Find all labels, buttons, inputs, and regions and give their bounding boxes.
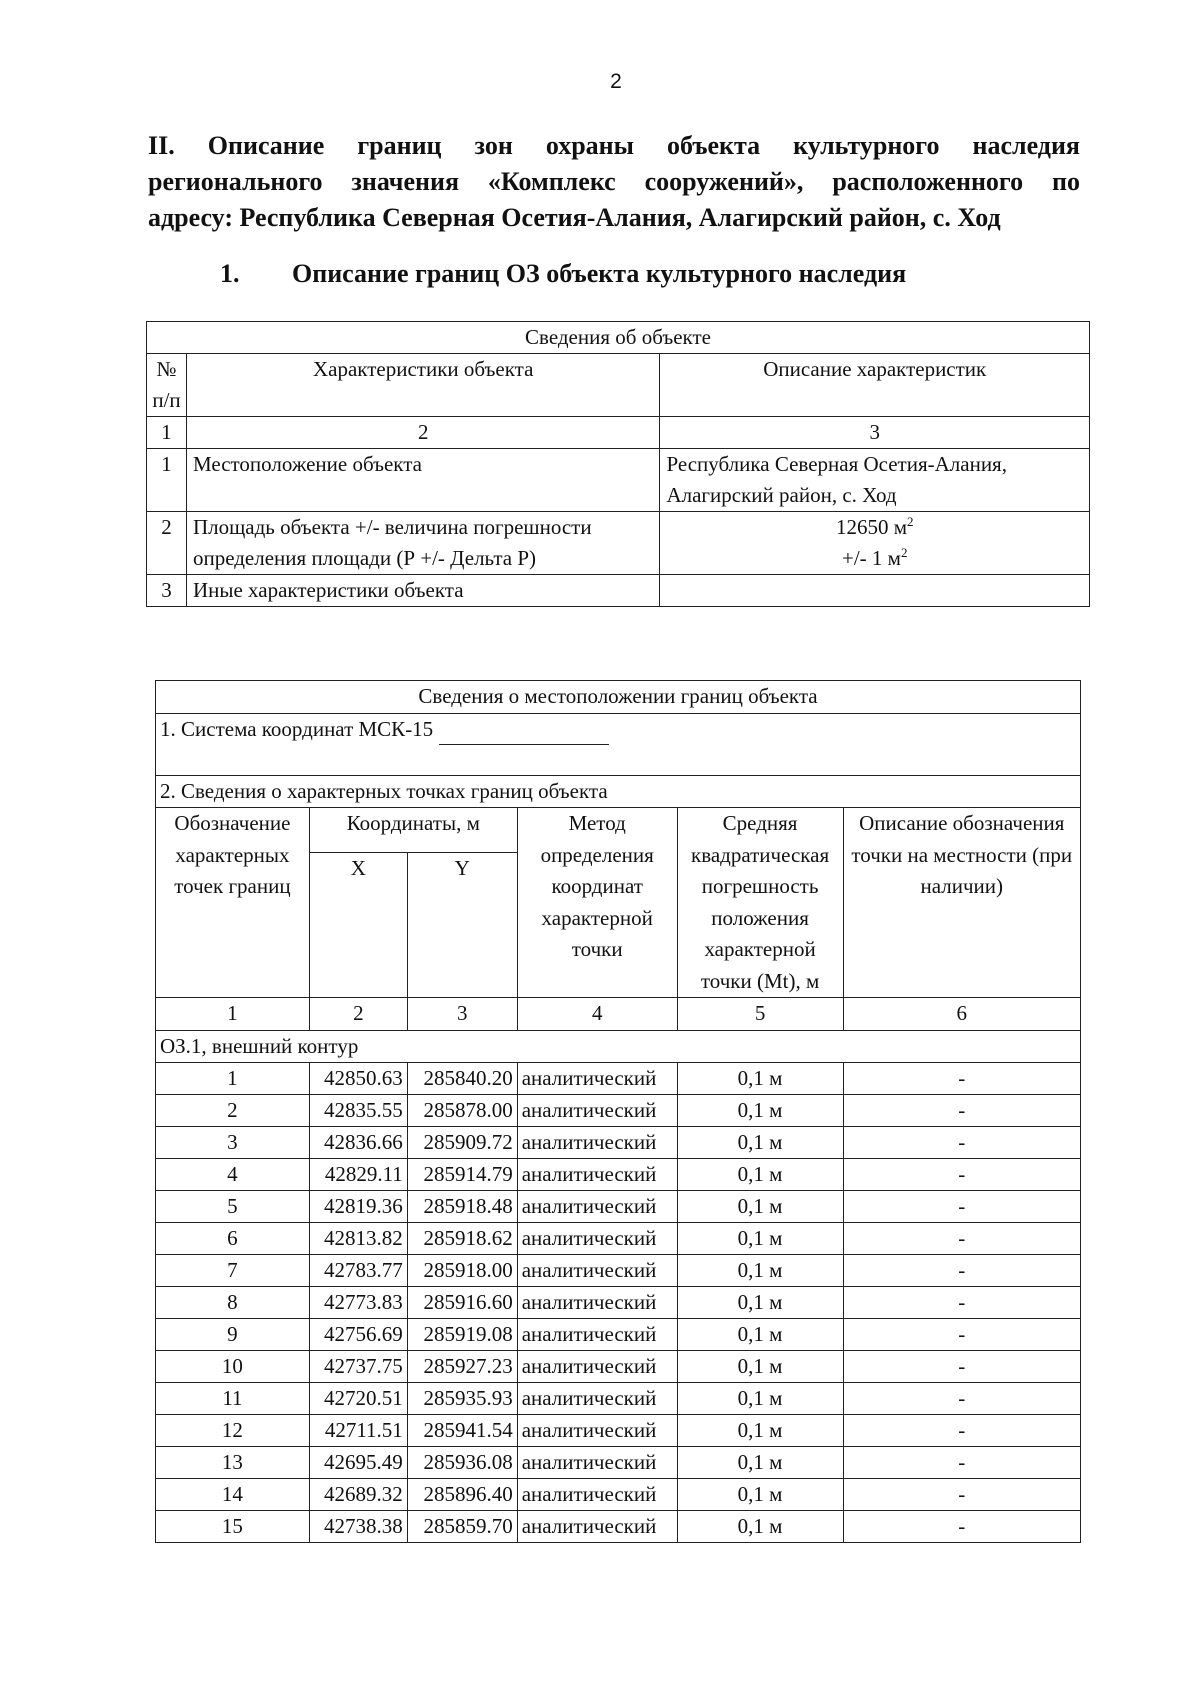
table-row	[156, 1415, 1081, 1447]
table-row	[156, 1063, 1081, 1095]
point-description: -	[843, 1063, 1080, 1095]
point-error: 0,1 м	[677, 1095, 843, 1127]
point-method: аналитический	[517, 1351, 677, 1383]
header-x: X	[309, 853, 407, 998]
point-description: -	[843, 1191, 1080, 1223]
point-id: 1	[156, 1063, 310, 1095]
point-method: аналитический	[517, 1255, 677, 1287]
row-description: Республика Северная Осетия-Алания, Алагирский район, с. Ход	[660, 449, 1090, 512]
point-x: 42836.66	[309, 1127, 407, 1159]
point-x: 42738.38	[309, 1511, 407, 1543]
point-method: аналитический	[517, 1447, 677, 1479]
point-error: 0,1 м	[677, 1415, 843, 1447]
point-x: 42783.77	[309, 1255, 407, 1287]
point-error: 0,1 м	[677, 1351, 843, 1383]
table-row	[156, 1127, 1081, 1159]
point-method: аналитический	[517, 1287, 677, 1319]
table-row	[156, 1255, 1081, 1287]
point-method: аналитический	[517, 1127, 677, 1159]
point-x: 42737.75	[309, 1351, 407, 1383]
subsection-heading	[220, 257, 1080, 291]
point-description: -	[843, 1095, 1080, 1127]
table-row	[156, 1319, 1081, 1351]
area-sup: 2	[907, 514, 914, 529]
point-description: -	[843, 1383, 1080, 1415]
point-y: 285927.23	[407, 1351, 517, 1383]
point-error: 0,1 м	[677, 1191, 843, 1223]
point-id: 7	[156, 1255, 310, 1287]
point-description: -	[843, 1287, 1080, 1319]
point-x: 42773.83	[309, 1287, 407, 1319]
point-y: 285918.48	[407, 1191, 517, 1223]
point-description: -	[843, 1127, 1080, 1159]
row-num: 3	[147, 575, 187, 607]
col-number: 2	[186, 417, 659, 449]
header-designation: Обозначение характерных точек границ	[156, 808, 310, 998]
page-number: 2	[610, 70, 622, 93]
table-row	[156, 1223, 1081, 1255]
table-row	[156, 1351, 1081, 1383]
point-id: 13	[156, 1447, 310, 1479]
subsection-number: 1.	[220, 259, 240, 288]
col-number: 4	[517, 998, 677, 1031]
point-y: 285896.40	[407, 1479, 517, 1511]
area-text: 12650 м	[835, 515, 907, 539]
point-x: 42850.63	[309, 1063, 407, 1095]
point-x: 42720.51	[309, 1383, 407, 1415]
point-y: 285859.70	[407, 1511, 517, 1543]
table-row	[156, 1511, 1081, 1543]
table-row	[156, 1287, 1081, 1319]
point-method: аналитический	[517, 1319, 677, 1351]
point-error: 0,1 м	[677, 1063, 843, 1095]
point-x: 42829.11	[309, 1159, 407, 1191]
point-error: 0,1 м	[677, 1159, 843, 1191]
point-method: аналитический	[517, 1223, 677, 1255]
point-x: 42819.36	[309, 1191, 407, 1223]
location-table	[155, 680, 1081, 1543]
point-y: 285941.54	[407, 1415, 517, 1447]
point-error: 0,1 м	[677, 1511, 843, 1543]
col-number: 1	[147, 417, 187, 449]
area-error-sup: 2	[900, 545, 908, 560]
underline-divider	[439, 722, 609, 745]
point-y: 285878.00	[407, 1095, 517, 1127]
point-description: -	[843, 1415, 1080, 1447]
area-value	[660, 512, 1090, 575]
point-y: 285916.60	[407, 1287, 517, 1319]
point-x: 42695.49	[309, 1447, 407, 1479]
table-row	[156, 1095, 1081, 1127]
point-id: 3	[156, 1127, 310, 1159]
table-row	[156, 1383, 1081, 1415]
points-body	[156, 1063, 1081, 1543]
row-description	[660, 575, 1090, 607]
point-description: -	[843, 1447, 1080, 1479]
point-method: аналитический	[517, 1383, 677, 1415]
point-y: 285936.08	[407, 1447, 517, 1479]
point-description: -	[843, 1319, 1080, 1351]
point-description: -	[843, 1223, 1080, 1255]
header-description: Описание характеристик	[660, 354, 1090, 417]
point-id: 15	[156, 1511, 310, 1543]
point-y: 285918.62	[407, 1223, 517, 1255]
point-id: 10	[156, 1351, 310, 1383]
point-x: 42835.55	[309, 1095, 407, 1127]
point-id: 2	[156, 1095, 310, 1127]
table-row	[156, 1159, 1081, 1191]
header-num: № п/п	[147, 354, 187, 417]
point-method: аналитический	[517, 1479, 677, 1511]
point-method: аналитический	[517, 1095, 677, 1127]
point-method: аналитический	[517, 1511, 677, 1543]
header-coordinates: Координаты, м	[309, 808, 517, 853]
row-num: 1	[147, 449, 187, 512]
point-description: -	[843, 1511, 1080, 1543]
point-id: 11	[156, 1383, 310, 1415]
subsection-title: Описание границ ОЗ объекта культурного наследия	[292, 259, 907, 288]
heading-line: II. Описание границ зон охраны объекта культурного наследия	[148, 131, 1080, 160]
point-description: -	[843, 1159, 1080, 1191]
point-id: 5	[156, 1191, 310, 1223]
col-number: 3	[407, 998, 517, 1031]
section-heading	[148, 128, 1080, 236]
object-table-title: Сведения об объекте	[147, 322, 1090, 354]
heading-line: регионального значения «Комплекс сооружений», расположенного по	[148, 167, 1080, 196]
coord-system: 1. Система координат МСК-15	[160, 716, 434, 741]
point-description: -	[843, 1351, 1080, 1383]
point-method: аналитический	[517, 1191, 677, 1223]
header-characteristics: Характеристики объекта	[186, 354, 659, 417]
point-method: аналитический	[517, 1063, 677, 1095]
point-x: 42711.51	[309, 1415, 407, 1447]
col-number: 3	[660, 417, 1090, 449]
point-id: 14	[156, 1479, 310, 1511]
row-characteristic: Местоположение объекта	[186, 449, 659, 512]
col-number: 1	[156, 998, 310, 1031]
point-method: аналитический	[517, 1159, 677, 1191]
point-id: 8	[156, 1287, 310, 1319]
table-row	[156, 1447, 1081, 1479]
point-description: -	[843, 1255, 1080, 1287]
point-y: 285935.93	[407, 1383, 517, 1415]
point-id: 6	[156, 1223, 310, 1255]
coord-system-row	[156, 713, 1081, 775]
point-x: 42689.32	[309, 1479, 407, 1511]
point-id: 9	[156, 1319, 310, 1351]
header-error: Средняя квадратическая погрешность положения характерной точки (Mt), м	[677, 808, 843, 998]
point-y: 285909.72	[407, 1127, 517, 1159]
point-x: 42813.82	[309, 1223, 407, 1255]
point-error: 0,1 м	[677, 1223, 843, 1255]
col-number: 5	[677, 998, 843, 1031]
header-point-description: Описание обозначения точки на местности (при наличии)	[843, 808, 1080, 998]
header-y: Y	[407, 853, 517, 998]
row-num: 2	[147, 512, 187, 575]
point-y: 285914.79	[407, 1159, 517, 1191]
point-y: 285840.20	[407, 1063, 517, 1095]
point-y: 285919.08	[407, 1319, 517, 1351]
point-error: 0,1 м	[677, 1447, 843, 1479]
col-number: 2	[309, 998, 407, 1031]
point-error: 0,1 м	[677, 1383, 843, 1415]
point-y: 285918.00	[407, 1255, 517, 1287]
row-characteristic: Площадь объекта +/- величина погрешности определения площади (Р +/- Дельта Р)	[186, 512, 659, 575]
points-title: 2. Сведения о характерных точках границ объекта	[156, 775, 1081, 808]
contour-label: ОЗ.1, внешний контур	[156, 1030, 1081, 1063]
point-id: 12	[156, 1415, 310, 1447]
point-method: аналитический	[517, 1415, 677, 1447]
table-row	[156, 1191, 1081, 1223]
point-error: 0,1 м	[677, 1287, 843, 1319]
area-error-text: +/- 1 м	[841, 546, 901, 570]
header-method: Метод определения координат характерной точки	[517, 808, 677, 998]
table-row	[156, 1479, 1081, 1511]
point-error: 0,1 м	[677, 1127, 843, 1159]
col-number: 6	[843, 998, 1080, 1031]
point-error: 0,1 м	[677, 1479, 843, 1511]
object-info-table	[146, 321, 1090, 607]
point-error: 0,1 м	[677, 1255, 843, 1287]
row-characteristic: Иные характеристики объекта	[186, 575, 659, 607]
point-id: 4	[156, 1159, 310, 1191]
location-table-title: Сведения о местоположении границ объекта	[156, 681, 1081, 714]
point-error: 0,1 м	[677, 1319, 843, 1351]
point-description: -	[843, 1479, 1080, 1511]
point-x: 42756.69	[309, 1319, 407, 1351]
heading-line: адресу: Республика Северная Осетия-Алания, Алагирский район, с. Ход	[148, 203, 1001, 232]
